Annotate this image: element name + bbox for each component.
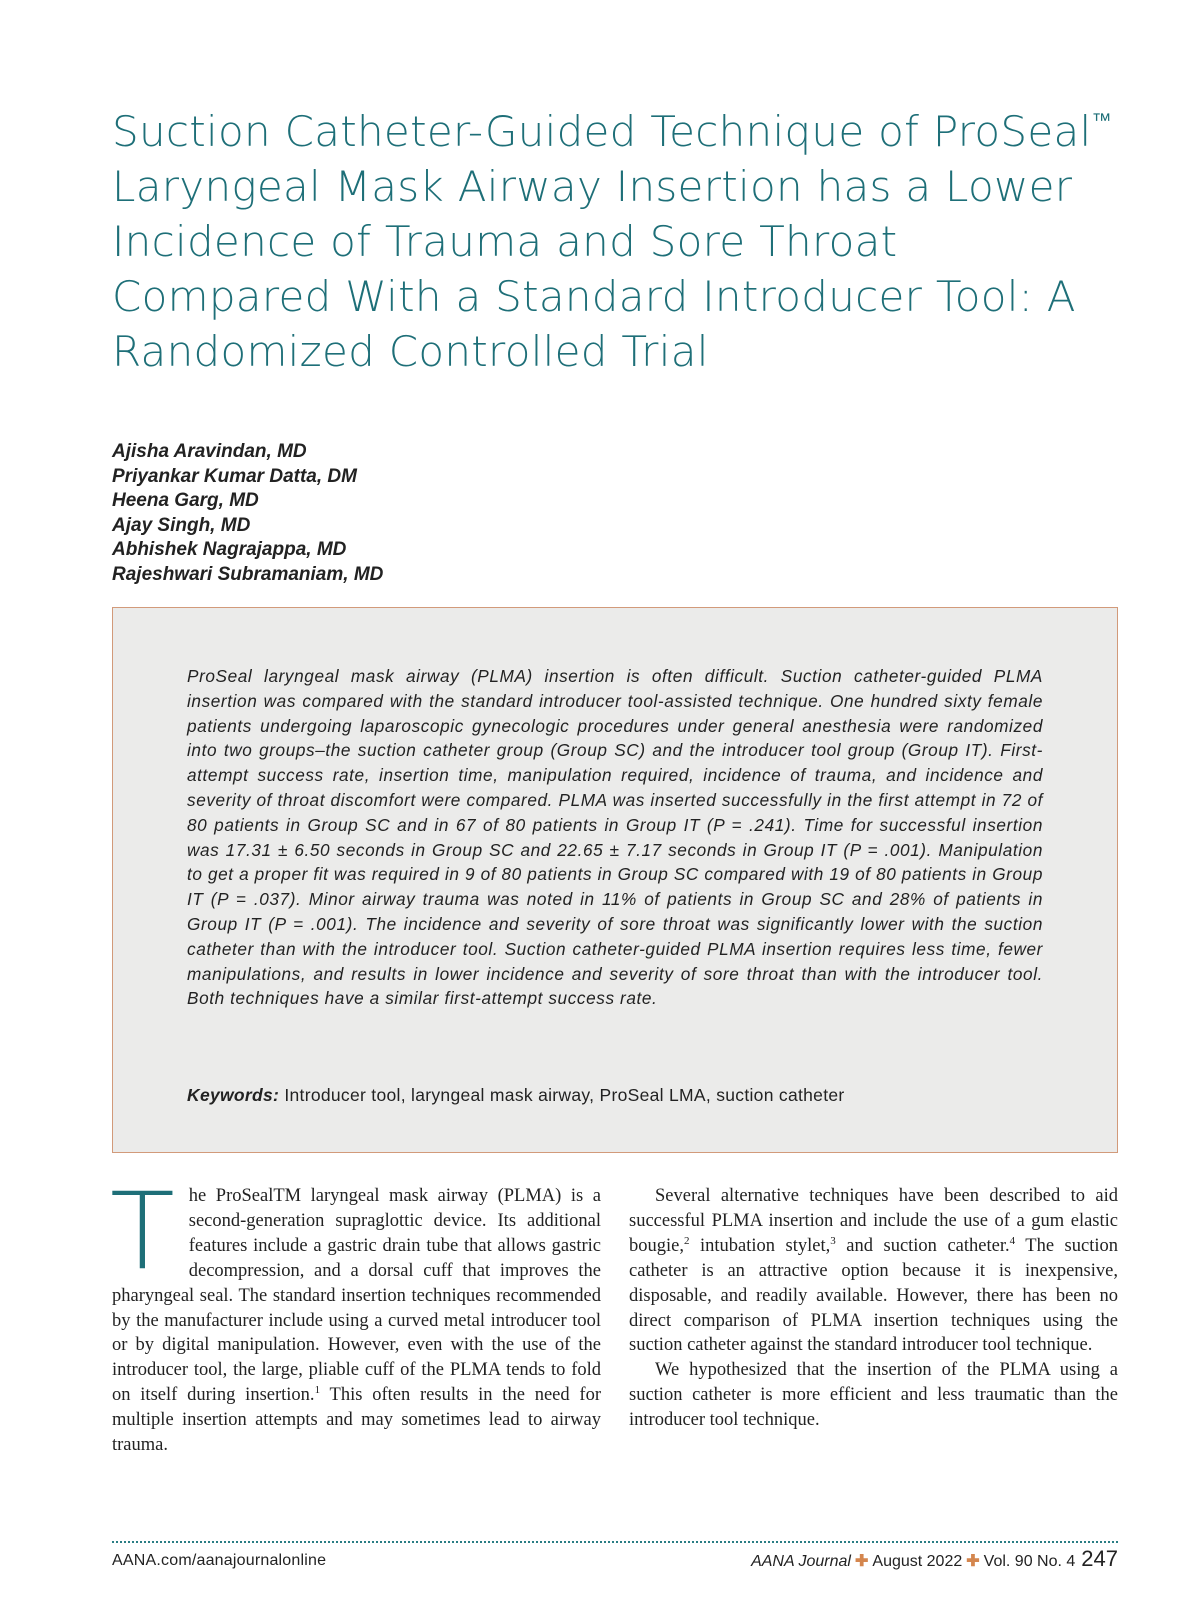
author-name: Abhishek Nagrajappa, MD: [112, 539, 347, 560]
journal-url[interactable]: AANA.com/aanajournalonline: [112, 1552, 327, 1569]
author-name: Ajay Singh, MD: [112, 514, 251, 536]
body-column-right: [629, 1184, 1118, 1433]
keywords-label: Keywords:: [187, 1085, 280, 1105]
plus-separator-icon: ✚: [966, 1553, 980, 1570]
page-number: 247: [1081, 1546, 1118, 1571]
abstract-box: [112, 607, 1118, 1153]
author-name: Ajisha Aravindan, MD: [112, 441, 307, 462]
paragraph-techniques: Several alternative techniques have been described to aid successful PLMA insertion and include the use of a gum elastic bougie,$^2$ intubation stylet,$^3$ and suction catheter.$^4$ The suction catheter is an attractive option because it is inexpensive, disposable, and readily available. However, there has been no direct comparison of PLMA insertion techniques using the suction catheter against the standard introducer tool technique.: [629, 1186, 1118, 1356]
footer-dotted-rule: [112, 1541, 1118, 1543]
paragraph-hypothesis: We hypothesized that the insertion of the PLMA using a suction catheter is more efficient and less traumatic than the introducer tool technique.: [629, 1360, 1118, 1431]
issue-date: August 2022: [872, 1553, 963, 1570]
reference-1: 1: [314, 1384, 321, 1397]
plus-separator-icon: ✚: [854, 1553, 869, 1570]
drop-cap: T: [110, 1170, 175, 1293]
trademark-symbol: ™: [1091, 108, 1112, 132]
volume-number: Vol. 90 No. 4: [983, 1553, 1076, 1570]
reference-4: 4: [1009, 1234, 1016, 1247]
author-name: Rajeshwari Subramaniam, MD: [112, 563, 384, 585]
journal-footer: [751, 1546, 1118, 1572]
journal-name: AANA Journal: [751, 1553, 851, 1570]
author-name: Priyankar Kumar Datta, DM: [112, 465, 357, 487]
abstract-text: ProSeal laryngeal mask airway (PLMA) insertion is often difficult. Suction catheter-guided PLMA insertion was compared with the standard introducer tool-assisted technique. One hundred sixty female patients undergoing laparoscopic gynecologic procedures under general anesthesia were randomized into two groups–the suction catheter group (Group SC) and the introducer tool group (Group IT). First-attempt success rate, insertion time, manipulation required, incidence of trauma, and incidence and severity of throat discomfort were compared. PLMA was inserted successfully in the first attempt in 72 of 80 patients in Group SC and in 67 of 80 patients in Group IT (P = .241). Time for successful insertion was 17.31 ± 6.50 seconds in Group SC and 22.65 ± 7.17 seconds in Group IT (P = .001). Manipulation to get a proper fit was required in 9 of 80 patients in Group SC compared with 19 of 80 patients in Group IT (P = .037). Minor airway trauma was noted in 11% of patients in Group SC and 28% of patients in Group IT (P = .001). The incidence and severity of sore throat was significantly lower with the suction catheter than with the introducer tool. Suction catheter-guided PLMA insertion requires less time, fewer manipulations, and results in lower incidence and severity of sore throat than with the introducer tool. Both techniques have a similar first-attempt success rate.: [187, 666, 1043, 1009]
author-name: Heena Garg, MD: [112, 490, 259, 511]
author-list: [112, 440, 383, 587]
keywords: [187, 1083, 1067, 1107]
article-title: Suction Catheter-Guided Technique of ProSeal™ Laryngeal Mask Airway Insertion has a Lower Incidence of Trauma and Sore Throat Compared With a Standard Introducer Tool: A Randomized Controlled Trial: [112, 107, 1112, 376]
reference-2: 2: [683, 1234, 690, 1247]
reference-3: 3: [830, 1234, 836, 1247]
keywords-list: Introducer tool, laryngeal mask airway, ProSeal LMA, suction catheter: [279, 1085, 845, 1105]
body-column-left: [110, 1170, 601, 1458]
intro-paragraph: The ProSealTM laryngeal mask airway (PLMA) is a second-generation supraglottic device. Its additional features include a gastric drain tube that allows gastric decompression, and a dorsal cuff that improves the pharyngeal seal. The standard insertion techniques recommended by the manufacturer include using a curved metal introducer tool or by digital manipulation. However, even with the use of the introducer tool, the large, pliable cuff of the PLMA tends to fold on itself during insertion.$^1$ This often results in the need for multiple insertion attempts and may sometimes lead to airway trauma.: [110, 1170, 601, 1456]
